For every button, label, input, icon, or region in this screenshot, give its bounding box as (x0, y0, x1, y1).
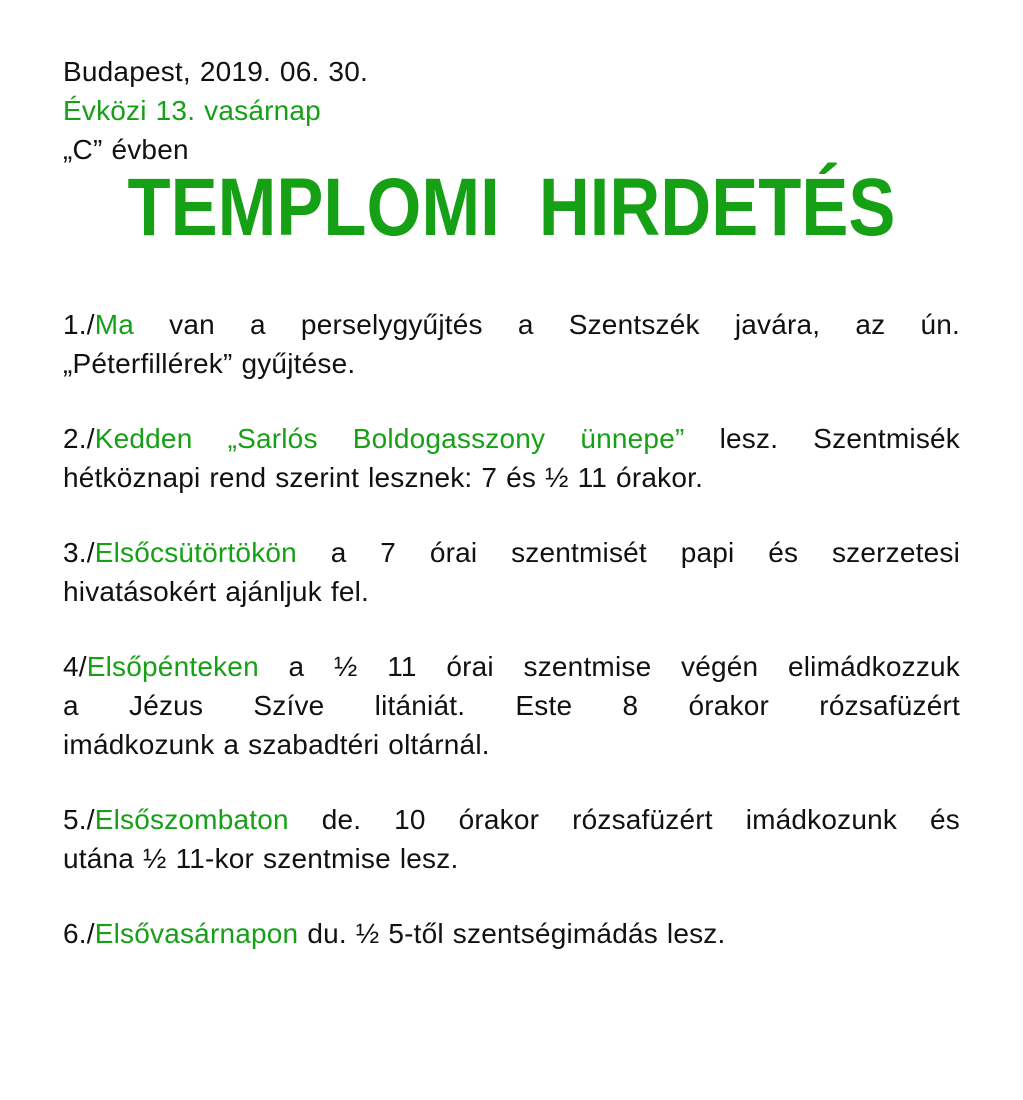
body-text: 6./ (63, 918, 95, 949)
announcement-line (63, 305, 960, 344)
page-title-text: TEMPLOMI HIRDETÉS (127, 162, 896, 253)
announcement-line (63, 914, 960, 953)
body-text: hivatásokért ajánljuk fel. (63, 576, 370, 607)
highlighted-text: Elsőpénteken (86, 651, 259, 682)
highlighted-text: Ma (94, 309, 135, 340)
body-text: de. 10 órakor rózsafüzért imádkozunk és (288, 804, 960, 835)
announcement-paragraph (63, 647, 960, 764)
announcement-line (63, 686, 960, 725)
highlighted-text: Elsőszombaton (94, 804, 289, 835)
body-text: a 7 órai szentmisét papi és szerzetesi (296, 537, 960, 568)
body-text: 1./ (63, 309, 95, 340)
highlighted-text: Kedden „Sarlós Boldogasszony ünnepe” (94, 423, 685, 454)
highlighted-text: Elsőcsütörtökön (94, 537, 297, 568)
document-header (63, 52, 960, 169)
announcement-line (63, 725, 960, 764)
announcement-line (63, 344, 960, 383)
body-text: „Péterfillérek” gyűjtése. (63, 348, 356, 379)
page-title (63, 162, 960, 253)
announcement-line (63, 800, 960, 839)
body-text: 4/ (63, 651, 87, 682)
announcement-line (63, 839, 960, 878)
date-line: Budapest, 2019. 06. 30. (63, 56, 368, 87)
announcement-line (63, 533, 960, 572)
body-text: utána ½ 11-kor szentmise lesz. (63, 843, 459, 874)
body-text: van a perselygyűjtés a Szentszék javára, az ún. (134, 309, 960, 340)
body-text: 5./ (63, 804, 95, 835)
body-text: hétköznapi rend szerint lesznek: 7 és ½ 11 órakor. (63, 462, 704, 493)
announcement-line (63, 419, 960, 458)
announcement-paragraph (63, 419, 960, 497)
announcement-paragraph (63, 914, 960, 953)
body-text: lesz. Szentmisék (684, 423, 960, 454)
announcement-paragraph (63, 305, 960, 383)
body-text: du. ½ 5-től szentségimádás lesz. (298, 918, 726, 949)
body-text: 3./ (63, 537, 95, 568)
liturgical-day-line: Évközi 13. vasárnap (63, 95, 321, 126)
announcements-list (63, 305, 960, 953)
announcement-paragraph (63, 533, 960, 611)
body-text: 2./ (63, 423, 95, 454)
body-text: imádkozunk a szabadtéri oltárnál. (63, 729, 490, 760)
body-text: a ½ 11 órai szentmise végén elimádkozzuk (258, 651, 960, 682)
announcement-paragraph (63, 800, 960, 878)
announcement-line (63, 572, 960, 611)
highlighted-text: Elsővasárnapon (94, 918, 299, 949)
body-text: a Jézus Szíve litániát. Este 8 órakor rózsafüzért (63, 690, 960, 721)
year-cycle-line: „C” évben (63, 134, 189, 165)
announcement-line (63, 647, 960, 686)
announcement-line (63, 458, 960, 497)
